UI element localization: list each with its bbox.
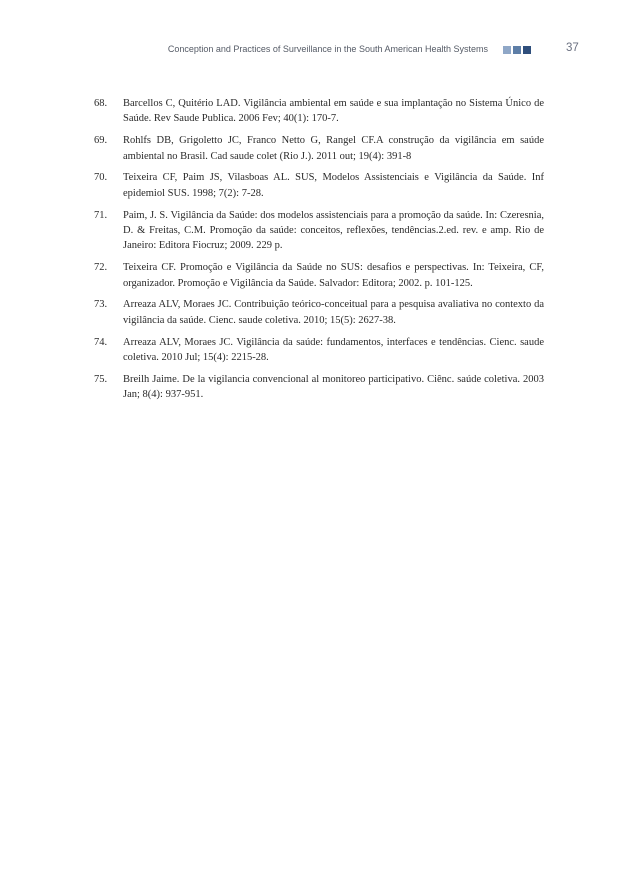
running-header [0,42,638,58]
reference-item [94,96,544,127]
reference-number: 73. [94,299,108,311]
reference-number: 70. [94,172,108,184]
reference-item [94,372,544,403]
reference-number: 75. [94,373,108,385]
reference-text: Breilh Jaime. De la vigilancia convencional al monitoreo participativo. Ciênc. saúde coletiva. 2003 Jan; 8(4): 937-951. [123,373,544,401]
reference-number: 68. [94,98,108,109]
reference-text: Arreaza ALV, Moraes JC. Contribuição teórico-conceitual para a pesquisa avaliativa no contexto da vigilância da saúde. Cienc. saude coletiva. 2010; 15(5): 2627-38. [123,299,544,326]
reference-number: 71. [94,209,108,221]
header-square-mid [513,46,521,54]
running-title: Conception and Practices of Surveillance in the South American Health Systems [167,44,488,54]
reference-number: 74. [94,336,108,348]
reference-number: 72. [94,262,108,274]
reference-text: Arreaza ALV, Moraes JC. Vigilância da saúde: fundamentos, interfaces e tendências. Cienc. saude coletiva. 2010 Jul; 15(4): 2215-28. [123,336,544,364]
reference-text: Paim, J. S. Vigilância da Saúde: dos modelos assistenciais para a promoção da saúde. In: Czeresnia, D. & Freitas, C.M. Promoção da saúde: conceitos, reflexões, tendências.2.ed. rev. e amp. Rio de Janeiro: Editora Fiocruz; 2009. 229 p. [123,209,544,252]
reference-item [94,133,544,164]
reference-text: Barcellos C, Quitério LAD. Vigilância ambiental em saúde e sua implantação no Sistema Único de Saúde. Rev Saude Publica. 2006 Fev; 40(1): 170-7. [123,98,544,125]
reference-text: Rohlfs DB, Grigoletto JC, Franco Netto G, Rangel CF.A construção da vigilância em saúde ambiental no Brasil. Cad saude colet (Rio J.). 2011 out; 19(4): 391-8 [123,135,544,162]
header-square-dark [523,46,531,54]
reference-text: Teixeira CF, Paim JS, Vilasboas AL. SUS, Modelos Assistenciais e Vigilância da Saúde. Inf epidemiol SUS. 1998; 7(2): 7-28. [123,172,544,199]
reference-item [94,260,544,291]
reference-number: 69. [94,135,108,147]
reference-item [94,208,544,254]
reference-item [94,335,544,366]
reference-item [94,297,544,328]
reference-list [94,96,544,409]
reference-text: Teixeira CF. Promoção e Vigilância da Saúde no SUS: desafios e perspectivas. In: Teixeira, CF, organizador. Promoção e Vigilância da Saúde. Salvador: Editora; 2002. p. 101-125. [123,262,544,289]
reference-item [94,170,544,201]
header-square-light [503,46,511,54]
page-number: 37 [566,42,579,54]
header-decoration [503,46,531,54]
